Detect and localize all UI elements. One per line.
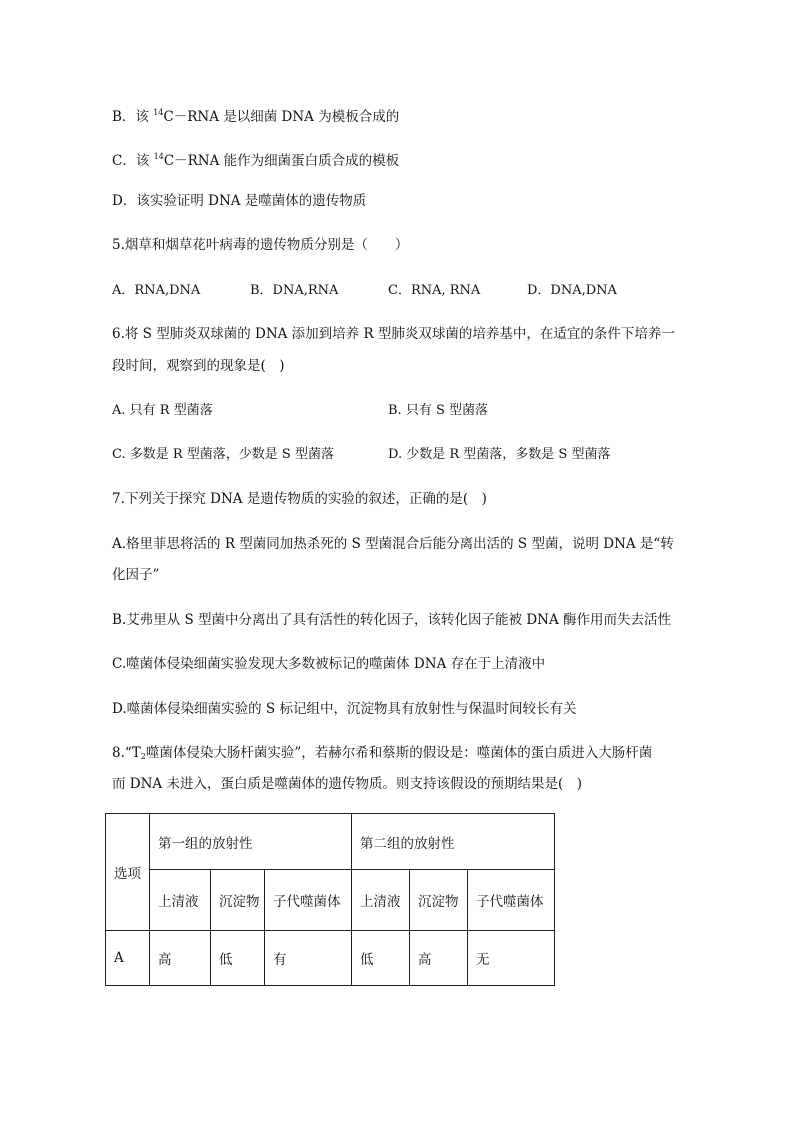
- q4-option-b: B．该 $^{14}$C－RNA 是以细菌 DNA 为模板合成的: [112, 108, 400, 125]
- q7-option-d: D.噬菌体侵染细菌实验的 S 标记组中，沉淀物具有放射性与保温时间较长有关: [112, 701, 577, 717]
- sub-header: 子代噬菌体: [265, 870, 352, 930]
- q7-option-c: C.噬菌体侵染细菌实验发现大多数被标记的噬菌体 DNA 存在于上清液中: [112, 656, 546, 672]
- table-cell: 有: [265, 930, 352, 985]
- q6-option-d: D. 少数是 R 型菌落，多数是 S 型菌落: [388, 447, 611, 462]
- isotope-superscript: 14: [153, 108, 164, 117]
- q5-option-c: C．RNA, RNA: [388, 283, 481, 298]
- q6-stem-line2: 段时间，观察到的现象是( ): [112, 358, 285, 374]
- option-header: 选项: [106, 814, 150, 931]
- q4-option-d: D．该实验证明 DNA 是噬菌体的遗传物质: [112, 193, 367, 209]
- q5-option-d: D．DNA,DNA: [527, 283, 617, 298]
- isotope-superscript: 14: [153, 152, 164, 161]
- table-cell: 低: [352, 930, 410, 985]
- sub-header: 沉淀物: [410, 870, 468, 930]
- sub-header: 上清液: [150, 870, 211, 930]
- sub-header: 沉淀物: [211, 870, 265, 930]
- q6-option-a: A. 只有 R 型菌落: [112, 403, 213, 418]
- group1-header: 第一组的放射性: [150, 814, 352, 870]
- q6-stem-line1: 6.将 S 型肺炎双球菌的 DNA 添加到培养 R 型肺炎双球菌的培养基中，在适宜的条件下培养一: [112, 326, 675, 342]
- table-cell: 无: [468, 930, 555, 985]
- q5-option-b: B．DNA,RNA: [250, 283, 339, 298]
- table-cell: 高: [150, 930, 211, 985]
- q5-stem: 5.烟草和烟草花叶病毒的遗传物质分别是（ ）: [112, 237, 409, 253]
- table-row: [106, 930, 555, 985]
- results-table: [105, 813, 555, 986]
- q6-option-c: C. 多数是 R 型菌落，少数是 S 型菌落: [112, 447, 334, 462]
- table-cell: 高: [410, 930, 468, 985]
- sub-header: 上清液: [352, 870, 410, 930]
- q8-stem-line1: $8.“T_2$噬菌体侵染大肠杆菌实验”，若赫尔希和蔡斯的假设是：噬菌体的蛋白质进入大肠杆菌: [112, 745, 653, 761]
- q8-stem-line2: 而 DNA 未进入，蛋白质是噬菌体的遗传物质。则支持该假设的预期结果是( ): [112, 776, 583, 792]
- table-cell: 低: [211, 930, 265, 985]
- q6-option-b: B. 只有 S 型菌落: [388, 403, 488, 418]
- q5-option-a: A．RNA,DNA: [112, 283, 201, 298]
- subscript: 2: [140, 752, 146, 761]
- q7-option-b: B.艾弗里从 S 型菌中分离出了具有活性的转化因子，该转化因子能被 DNA 酶作用而失去活性: [112, 612, 672, 628]
- sub-header: 子代噬菌体: [468, 870, 555, 930]
- q4-option-c: C．该 $^{14}$C－RNA 能作为细菌蛋白质合成的模板: [112, 152, 400, 169]
- q7-option-a-line1: A.格里菲思将活的 R 型菌同加热杀死的 S 型菌混合后能分离出活的 S 型菌，说明 DNA 是“转: [112, 536, 674, 552]
- group2-header: 第二组的放射性: [352, 814, 555, 870]
- row-option: A: [106, 930, 150, 985]
- q7-stem: 7.下列关于探究 DNA 是遗传物质的实验的叙述，正确的是( ): [112, 491, 487, 507]
- q7-option-a-line2: 化因子”: [112, 567, 160, 583]
